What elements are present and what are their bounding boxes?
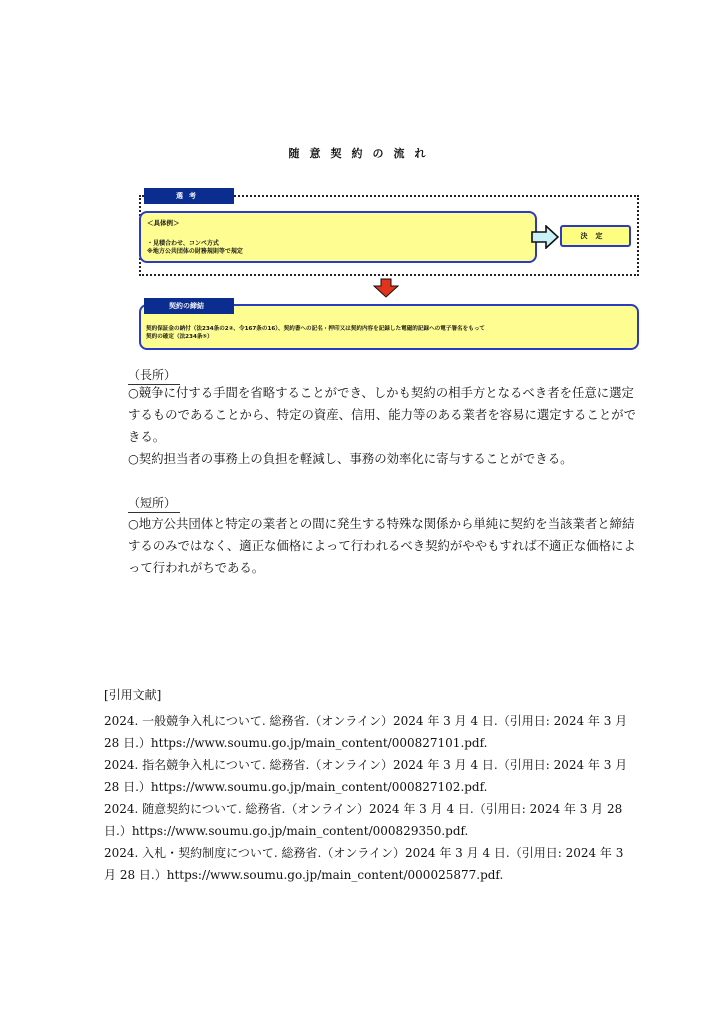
contract-tab: 契約の締結 bbox=[144, 298, 234, 314]
example-line: ・見積合わせ、コンペ方式 bbox=[147, 240, 219, 247]
contract-text: 契約の確定（法234条⑤） bbox=[146, 334, 213, 340]
pros-paragraph: ○競争に付する手間を省略することができ、しかも契約の相手方となるべき者を任意に選定するものであることから、特定の資産、信用、能力等のある業者を容易に選定することができる。 bbox=[128, 385, 637, 444]
selection-tab: 選考 bbox=[144, 188, 234, 204]
arrow-right-icon bbox=[531, 225, 559, 249]
reference-item: 2024. 一般競争入札について. 総務省.（オンライン）2024 年 3 月 4 日.（引用日: 2024 年 3 月 28 日.）https://www.soumu.go.jp/main_content/000827101.pdf. bbox=[104, 714, 628, 750]
reference-item: 2024. 指名競争入札について. 総務省.（オンライン）2024 年 3 月 4 日.（引用日: 2024 年 3 月 28 日.）https://www.soumu.go.jp/main_content/000827102.pdf. bbox=[104, 758, 628, 794]
example-heading: ＜具体例＞ bbox=[147, 219, 180, 227]
reference-item: 2024. 随意契約について. 総務省.（オンライン）2024 年 3 月 4 日.（引用日: 2024 年 3 月 28 日.）https://www.soumu.go.jp/main_content/000829350.pdf. bbox=[104, 802, 623, 838]
pros-paragraph: ○契約担当者の事務上の負担を軽減し、事務の効率化に寄与することができる。 bbox=[128, 451, 573, 466]
decision-box: 決定 bbox=[560, 225, 631, 247]
cons-paragraph: ○地方公共団体と特定の業者との間に発生する特殊な関係から単純に契約を当該業者と締結するのみではなく、適正な価格によって行われるべき契約がややもすれば不適正な価格によって行われがちである。 bbox=[128, 516, 636, 575]
reference-item: 2024. 入札・契約制度について. 総務省.（オンライン）2024 年 3 月 4 日.（引用日: 2024 年 3 月 28 日.）https://www.soumu.go.jp/main_content/000025877.pdf. bbox=[104, 846, 624, 882]
contract-text: 契約保証金の納付（法234条の2②、令167条の16）、契約書への記名・押印又は契約内容を記録した電磁的記録への電子署名をもって bbox=[146, 326, 486, 332]
cons-label: （短所） bbox=[128, 494, 180, 513]
arrow-down-icon bbox=[372, 278, 400, 298]
diagram-title: 随意契約の流れ bbox=[288, 147, 436, 160]
selection-box bbox=[139, 211, 537, 263]
pros-label: （長所） bbox=[128, 366, 180, 385]
references-heading: [引用文献] bbox=[104, 688, 162, 702]
example-note: ※地方公共団体の財務規則等で規定 bbox=[147, 248, 243, 255]
